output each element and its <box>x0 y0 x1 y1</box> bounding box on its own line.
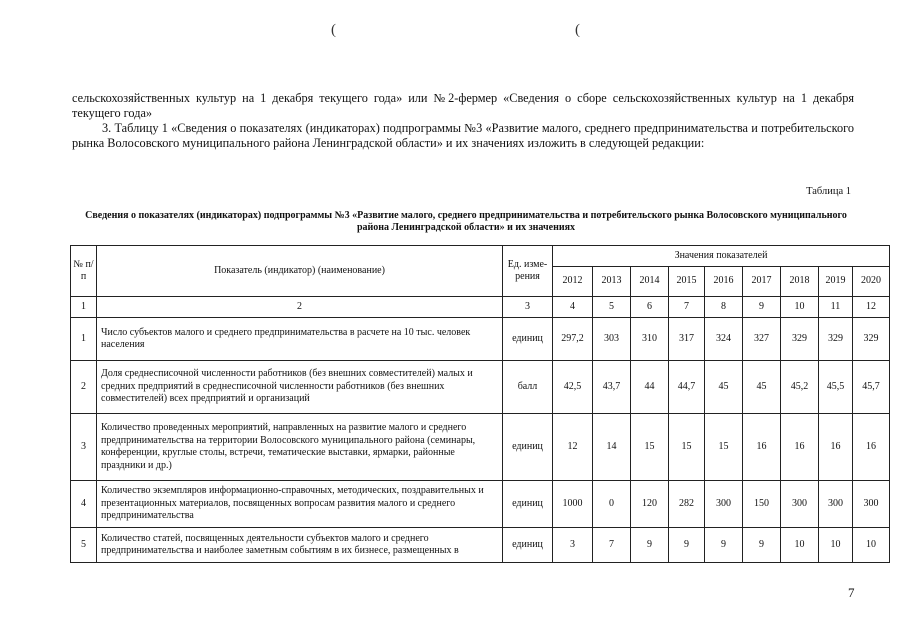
column-number: 8 <box>705 297 743 318</box>
column-number: 5 <box>593 297 631 318</box>
row-value: 303 <box>593 318 631 361</box>
row-value: 16 <box>781 414 819 481</box>
header-year: 2015 <box>669 267 705 297</box>
scan-mark-right: ( <box>575 22 580 38</box>
row-value: 300 <box>819 481 853 528</box>
row-value: 16 <box>819 414 853 481</box>
column-number: 1 <box>71 297 97 318</box>
row-value: 45,7 <box>853 361 890 414</box>
row-unit: единиц <box>503 318 553 361</box>
row-value: 43,7 <box>593 361 631 414</box>
table-row <box>71 528 890 563</box>
column-number: 3 <box>503 297 553 318</box>
row-value: 327 <box>743 318 781 361</box>
column-number: 12 <box>853 297 890 318</box>
column-number: 2 <box>97 297 503 318</box>
header-num: № п/п <box>71 246 97 297</box>
row-unit: балл <box>503 361 553 414</box>
row-value: 9 <box>743 528 781 563</box>
page-number: 7 <box>848 585 855 600</box>
row-value: 9 <box>669 528 705 563</box>
row-value: 317 <box>669 318 705 361</box>
table-title: Сведения о показателях (индикаторах) подпрограммы №3 «Развитие малого, среднего предпринимательства и потребительского рынка Волосовского муниципального района Ленинградской области» и их значениях <box>85 210 847 233</box>
row-indicator: Доля среднесписочной численности работников (без внешних совместителей) малых и средних предприятий в среднесписочной численности работников (без внешних совместителей) всех предприятий и организаций <box>97 361 503 414</box>
header-year: 2019 <box>819 267 853 297</box>
row-value: 150 <box>743 481 781 528</box>
header-unit: Ед. изме-рения <box>503 246 553 297</box>
row-num: 2 <box>71 361 97 414</box>
row-unit: единиц <box>503 414 553 481</box>
header-indicator: Показатель (индикатор) (наименование) <box>97 246 503 297</box>
column-number: 7 <box>669 297 705 318</box>
row-value: 16 <box>743 414 781 481</box>
row-value: 329 <box>781 318 819 361</box>
column-number: 9 <box>743 297 781 318</box>
column-number-row <box>71 297 890 318</box>
row-value: 9 <box>631 528 669 563</box>
row-value: 45 <box>705 361 743 414</box>
row-value: 310 <box>631 318 669 361</box>
paragraph-item-3: 3. Таблицу 1 «Сведения о показателях (индикаторах) подпрограммы №3 «Развитие малого, среднего предпринимательства и потребительского рынка Волосовского муниципального района Ленинградской области» и их значениях изложить в следующей редакции: <box>72 121 854 150</box>
row-unit: единиц <box>503 528 553 563</box>
row-num: 5 <box>71 528 97 563</box>
table-row <box>71 318 890 361</box>
row-value: 1000 <box>553 481 593 528</box>
row-indicator: Число субъектов малого и среднего предпринимательства в расчете на 10 тыс. человек населения <box>97 318 503 361</box>
column-number: 4 <box>553 297 593 318</box>
header-year: 2018 <box>781 267 819 297</box>
row-value: 297,2 <box>553 318 593 361</box>
row-value: 10 <box>819 528 853 563</box>
row-value: 42,5 <box>553 361 593 414</box>
row-value: 15 <box>631 414 669 481</box>
table-row <box>71 481 890 528</box>
row-value: 300 <box>705 481 743 528</box>
header-year: 2014 <box>631 267 669 297</box>
row-indicator: Количество экземпляров информационно-справочных, методических, поздравительных и презентационных материалов, посвященных вопросам развития малого и среднего предпринимательства <box>97 481 503 528</box>
paragraph-continuation: сельскохозяйственных культур на 1 декабря текущего года» или №2-фермер «Сведения о сборе сельскохозяйственных культур на 1 декабря текущего года» <box>72 91 854 120</box>
table-row <box>71 414 890 481</box>
row-num: 3 <box>71 414 97 481</box>
header-year: 2017 <box>743 267 781 297</box>
row-value: 7 <box>593 528 631 563</box>
row-value: 10 <box>781 528 819 563</box>
row-value: 15 <box>669 414 705 481</box>
row-value: 300 <box>853 481 890 528</box>
table-row <box>71 361 890 414</box>
header-values-group: Значения показателей <box>553 246 890 267</box>
row-value: 0 <box>593 481 631 528</box>
row-value: 10 <box>853 528 890 563</box>
row-value: 45,5 <box>819 361 853 414</box>
header-year: 2020 <box>853 267 890 297</box>
row-value: 45 <box>743 361 781 414</box>
row-value: 329 <box>819 318 853 361</box>
header-year: 2012 <box>553 267 593 297</box>
row-value: 14 <box>593 414 631 481</box>
row-value: 9 <box>705 528 743 563</box>
row-value: 12 <box>553 414 593 481</box>
row-value: 45,2 <box>781 361 819 414</box>
indicators-table <box>70 245 890 563</box>
row-value: 329 <box>853 318 890 361</box>
row-value: 300 <box>781 481 819 528</box>
row-value: 44,7 <box>669 361 705 414</box>
table-label: Таблица 1 <box>806 186 851 197</box>
row-value: 16 <box>853 414 890 481</box>
row-value: 120 <box>631 481 669 528</box>
row-value: 282 <box>669 481 705 528</box>
row-value: 44 <box>631 361 669 414</box>
row-num: 1 <box>71 318 97 361</box>
row-unit: единиц <box>503 481 553 528</box>
row-value: 15 <box>705 414 743 481</box>
column-number: 6 <box>631 297 669 318</box>
row-num: 4 <box>71 481 97 528</box>
row-value: 3 <box>553 528 593 563</box>
column-number: 11 <box>819 297 853 318</box>
column-number: 10 <box>781 297 819 318</box>
row-indicator: Количество проведенных мероприятий, направленных на развитие малого и среднего предпринимательства на территории Волосовского муниципального района (семинары, конференции, круглые столы, встречи, тематические выставки, ярмарки, районные праздники и др.) <box>97 414 503 481</box>
row-value: 324 <box>705 318 743 361</box>
header-year: 2016 <box>705 267 743 297</box>
row-indicator: Количество статей, посвященных деятельности субъектов малого и среднего предпринимательства и наиболее заметным событиям в их бизнесе, размещенных в <box>97 528 503 563</box>
header-year: 2013 <box>593 267 631 297</box>
scan-mark-left: ( <box>331 22 336 38</box>
